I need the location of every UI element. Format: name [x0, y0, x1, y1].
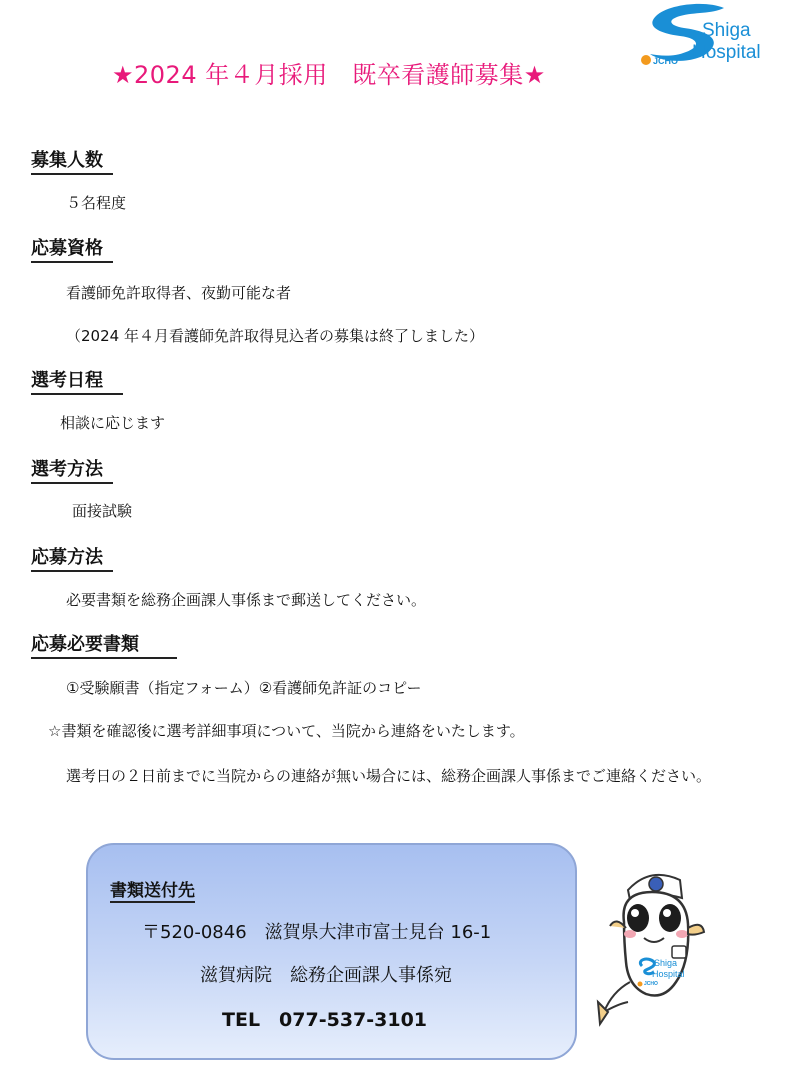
contact-address: 〒520-0846 滋賀県大津市富士見台 16-1 [142, 922, 492, 943]
mascot-illustration [590, 862, 720, 1032]
logo-text-shiga: Shiga [702, 20, 751, 41]
contact-box [86, 843, 577, 1060]
section-heading-recruit-number: 募集人数 [31, 146, 113, 175]
documents-contact-note: 選考日の２日前までに当院からの連絡が無い場合には、総務企画課人事係までご連絡ください。 [66, 767, 712, 785]
mascot-badge-hospital: Hospital [652, 969, 685, 979]
section-heading-documents: 応募必要書類 [31, 630, 177, 659]
contact-heading: 書類送付先 [110, 876, 195, 903]
documents-text: ①受験願書（指定フォーム）②看護師免許証のコピー [66, 679, 422, 697]
fish-nurse-mascot-icon [590, 862, 720, 1032]
section-heading-schedule: 選考日程 [31, 366, 123, 395]
contact-recipient: 滋賀病院 総務企画課人事係宛 [200, 965, 452, 986]
mascot-badge-jcho: JCHO [644, 981, 658, 987]
logo-text-jcho: JCHO [653, 56, 679, 66]
method-text: 面接試験 [72, 502, 133, 520]
logo-text-hospital: Hospital [692, 42, 761, 63]
schedule-text: 相談に応じます [60, 414, 166, 432]
contact-tel: TEL 077-537-3101 [222, 1009, 428, 1031]
section-heading-qualification: 応募資格 [31, 234, 113, 263]
documents-note: ☆書類を確認後に選考詳細事項について、当院から連絡をいたします。 [48, 722, 525, 740]
hospital-logo [636, 2, 786, 74]
recruit-number-text: ５名程度 [66, 194, 127, 212]
section-heading-method: 選考方法 [31, 455, 113, 484]
mascot-badge-shiga: Shiga [654, 958, 678, 968]
qualification-text: 看護師免許取得者、夜勤可能な者 [66, 284, 292, 302]
qualification-note: （2024 年４月看護師免許取得見込者の募集は終了しました） [66, 327, 484, 345]
page-title: ★2024 年４月採用 既卒看護師募集★ [112, 61, 546, 89]
section-heading-application: 応募方法 [31, 543, 113, 572]
application-text: 必要書類を総務企画課人事係まで郵送してください。 [66, 591, 427, 609]
